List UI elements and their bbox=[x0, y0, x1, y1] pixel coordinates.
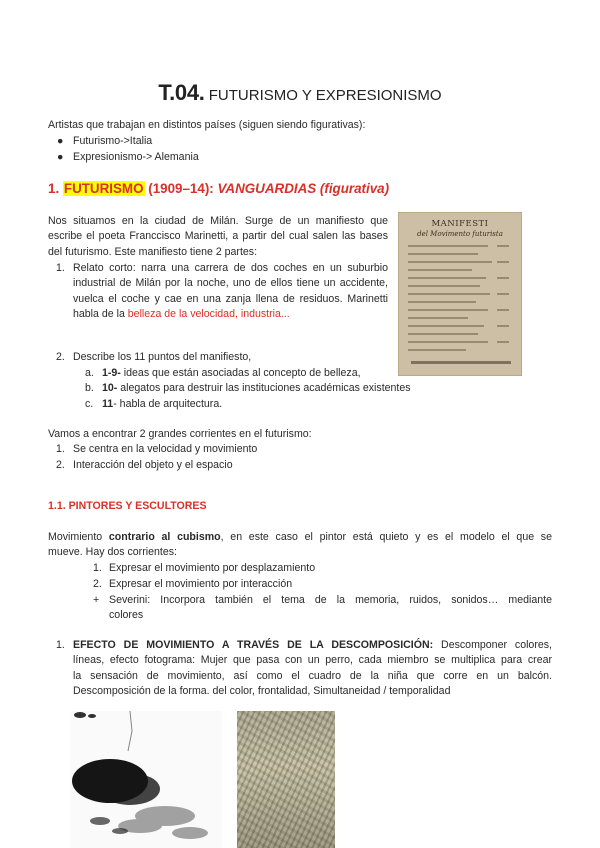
sub-item bbox=[102, 381, 411, 396]
bullet-dot: ● bbox=[57, 135, 64, 147]
severini-note bbox=[109, 593, 552, 624]
sub-item bbox=[102, 366, 361, 381]
painting-girl-on-balcony bbox=[237, 711, 335, 848]
section-1-1-heading: 1.1. PINTORES Y ESCULTORES bbox=[48, 500, 207, 512]
plus-marker: + bbox=[93, 594, 100, 606]
section-1-highlight: FUTURISMO bbox=[63, 181, 144, 196]
currents-intro: Vamos a encontrar 2 grandes corrientes en el futurismo: bbox=[48, 428, 312, 440]
text-line: vuelca el coche y cae en una zanja llena de residuos. Marinetti bbox=[73, 292, 388, 305]
text-line: mueve. Hay dos corrientes: bbox=[48, 546, 177, 559]
list-number: 1. bbox=[56, 262, 65, 274]
section-1-number: 1. bbox=[48, 181, 60, 196]
text-line: la sensación de movimiento, así como el cuadro de la niña que corre en un balcón. bbox=[73, 669, 552, 682]
manifesto-footer bbox=[411, 361, 511, 364]
text-line-decoration bbox=[408, 277, 486, 279]
list-item: Expresar el movimiento por interacción bbox=[109, 578, 293, 590]
sub-item-text: - habla de arquitectura. bbox=[113, 398, 223, 410]
effect-item bbox=[73, 638, 552, 700]
manifesto-title: MANIFESTI bbox=[431, 219, 489, 229]
text-line-decoration bbox=[497, 261, 509, 263]
text-line-decoration bbox=[408, 253, 478, 255]
text-line-decoration bbox=[497, 341, 509, 343]
text-span: , en este caso el pintor está quieto y es el modelo el que se bbox=[220, 531, 553, 543]
intro-bullet-1: Futurismo->Italia bbox=[73, 135, 153, 147]
highlight-red: belleza de la velocidad, industria... bbox=[127, 308, 290, 321]
section-1-paragraph bbox=[48, 214, 388, 260]
painting-dog-on-leash bbox=[70, 711, 222, 848]
list-number: 2. bbox=[56, 459, 65, 471]
sub-item-bold: 1-9- bbox=[102, 367, 121, 379]
text-line-decoration bbox=[408, 317, 468, 319]
current-item-2: Interacción del objeto y el espacio bbox=[73, 459, 233, 471]
section-1-dates: (1909–14): bbox=[148, 181, 214, 196]
title-code: T.04. bbox=[158, 80, 205, 105]
list-number: 2. bbox=[93, 578, 102, 590]
text-line: líneas, efecto fotograma: Mujer que pasa con un perro, cada miembro se multiplica para crear bbox=[73, 654, 552, 667]
text-span: Descomponer colores, bbox=[433, 639, 552, 651]
text-line-decoration bbox=[408, 341, 488, 343]
sub-letter: a. bbox=[85, 367, 94, 379]
intro-text: Artistas que trabajan en distintos países (siguen siendo figurativas): bbox=[48, 119, 366, 131]
manifesto-image bbox=[398, 212, 522, 376]
bold-span: EFECTO DE MOVIMIENTO A TRAVÉS DE LA DESCOMPOSICIÓN: bbox=[73, 639, 434, 651]
title-text: FUTURISMO Y EXPRESIONISMO bbox=[208, 87, 442, 104]
text-line bbox=[48, 530, 552, 545]
text-line-decoration bbox=[497, 325, 509, 327]
text-line-decoration bbox=[408, 269, 472, 271]
section-1-subtitle: VANGUARDIAS (figurativa) bbox=[217, 181, 390, 196]
list-number: 2. bbox=[56, 351, 65, 363]
text-line-decoration bbox=[497, 245, 509, 247]
text-line: industrial de Milán por la noche, uno de ellos tiene un accidente, bbox=[73, 277, 388, 290]
intro-bullet-2: Expresionismo-> Alemania bbox=[73, 151, 199, 163]
text-line-decoration bbox=[497, 293, 509, 295]
text-line-decoration bbox=[408, 285, 480, 287]
bold-span: contrario al cubismo bbox=[108, 531, 221, 543]
text-line bbox=[73, 307, 388, 322]
list-item: Expresar el movimiento por desplazamiento bbox=[109, 562, 316, 574]
text-span: habla de la bbox=[73, 308, 128, 321]
text-line: del futurismo. Este manifiesto tiene 2 partes: bbox=[48, 245, 258, 258]
text-line-decoration bbox=[408, 349, 466, 351]
list-item-1 bbox=[73, 261, 388, 323]
text-line: Relato corto: narra una carrera de dos coches en un suburbio bbox=[73, 262, 388, 274]
sub-item-bold: 10- bbox=[102, 382, 118, 394]
painting-dog-svg bbox=[70, 711, 222, 848]
text-line: colores bbox=[109, 609, 144, 622]
manifesto-subtitle: del Movimento futurista bbox=[417, 230, 503, 238]
text-line-decoration bbox=[408, 293, 490, 295]
sub-letter: c. bbox=[85, 398, 94, 410]
text-line-decoration bbox=[408, 261, 492, 263]
sub-item-text: alegatos para destruir las instituciones académicas existentes bbox=[117, 382, 411, 394]
sub-item bbox=[102, 397, 222, 412]
sub-letter: b. bbox=[85, 382, 94, 394]
text-line-decoration bbox=[408, 245, 488, 247]
list-item-2: Describe los 11 puntos del manifiesto, bbox=[73, 351, 252, 363]
text-line: escribe el poeta Franccisco Marinetti, a partir del cual salen las bases bbox=[48, 230, 388, 243]
text-line-decoration bbox=[408, 333, 478, 335]
sub-item-bold: 11 bbox=[102, 398, 114, 410]
section-1-1-paragraph bbox=[48, 530, 552, 561]
list-number: 1. bbox=[56, 639, 65, 651]
text-line-decoration bbox=[408, 301, 476, 303]
text-line: Descomposición de la forma. del color, frontalidad, Simultaneidad / temporalidad bbox=[73, 685, 451, 698]
text-line-decoration bbox=[408, 325, 484, 327]
text-span: Movimiento bbox=[48, 531, 109, 543]
text-line: Nos situamos en la ciudad de Milán. Surge de un manifiesto que bbox=[48, 215, 388, 227]
list-number: 1. bbox=[56, 443, 65, 455]
text-line bbox=[73, 638, 552, 653]
text-line: Severini: Incorpora también el tema de la memoria, ruidos, sonidos… mediante bbox=[109, 594, 552, 606]
current-item-1: Se centra en la velocidad y movimiento bbox=[73, 443, 258, 455]
list-number: 1. bbox=[93, 562, 102, 574]
sub-item-text: ideas que están asociadas al concepto de belleza, bbox=[120, 367, 361, 379]
section-1-heading bbox=[48, 181, 389, 196]
bullet-dot: ● bbox=[57, 151, 64, 163]
text-line-decoration bbox=[497, 277, 509, 279]
text-line-decoration bbox=[408, 309, 488, 311]
text-line-decoration bbox=[497, 309, 509, 311]
page-title bbox=[0, 80, 600, 106]
